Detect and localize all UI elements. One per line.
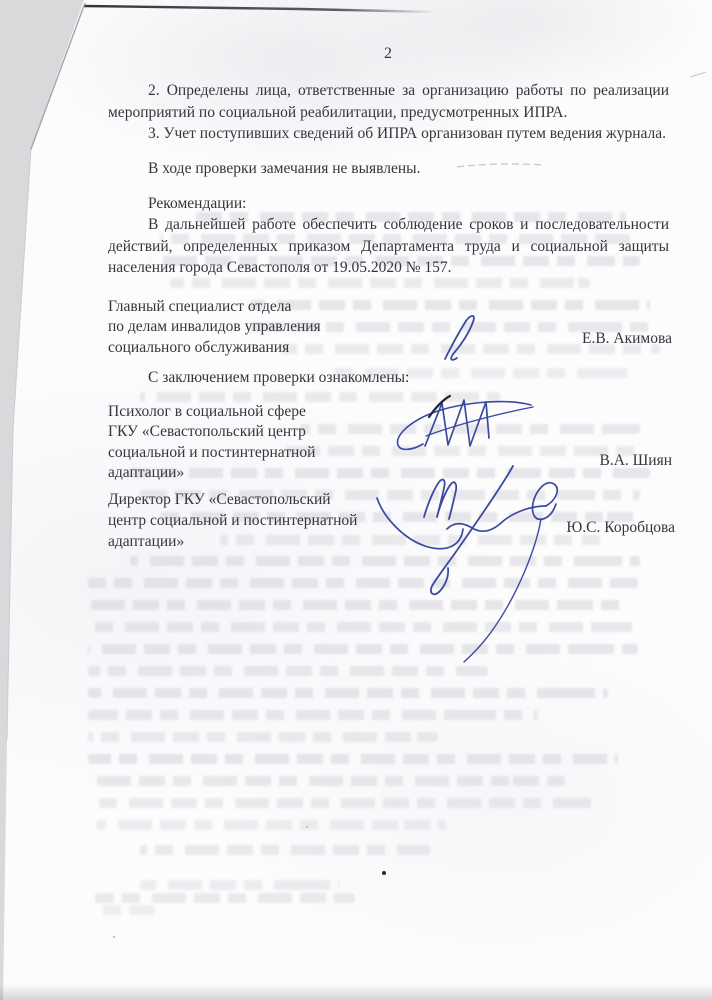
recommendations-heading: Рекомендации:: [148, 195, 247, 212]
signatory-title-line: Психолог в социальной сфере: [108, 403, 306, 420]
paragraph-line: мероприятий по социальной реабилитации, предусмотренных ИПРА.: [108, 103, 568, 121]
page-number: 2: [384, 45, 392, 62]
check-result: [108, 158, 669, 179]
signatory-title-line: адаптации»: [108, 463, 185, 481]
inspector-title-line: по делам инвалидов управления: [108, 318, 321, 336]
signatory-name: В.А. Шиян: [599, 452, 672, 469]
bleedthrough-row: [88, 776, 568, 786]
signatory-title-line: центр социальной и постинтернатной: [108, 512, 358, 529]
acknowledgement-heading: [108, 367, 669, 388]
body-paragraphs: [108, 80, 669, 145]
paragraph-line: 2. Определены лица, ответственные за организацию работы по реализации: [148, 82, 669, 99]
bleedthrough-row: [88, 666, 488, 676]
signatory-title: [108, 402, 428, 483]
bleedthrough-row: [88, 600, 628, 610]
bleedthrough-row: [88, 578, 638, 588]
inspector-title-line: социального обслуживания: [108, 338, 290, 356]
bleedthrough-row: [88, 688, 608, 698]
bleedthrough-row: [130, 556, 640, 566]
bleedthrough-row: [140, 845, 430, 855]
bleedthrough-row: [95, 893, 355, 903]
acknowledgement-heading-text: С заключением проверки ознакомлены:: [148, 369, 410, 386]
paragraph-line: 3. Учет поступивших сведений об ИПРА организован путем ведения журнала.: [148, 125, 667, 142]
bleedthrough-row: [88, 710, 538, 720]
bleedthrough-row: [88, 644, 638, 654]
paragraph-line: В ходе проверки замечания не выявлены.: [148, 160, 421, 177]
signatory-title-line: социальной и постинтернатной: [108, 443, 316, 461]
bleedthrough-row: [88, 732, 438, 742]
signatory-title-line: Директор ГКУ «Севастопольский: [108, 491, 331, 508]
paragraph-line: В дальнейшей работе обеспечить соблюдение сроков и последовательности: [148, 216, 669, 234]
recommendations: [108, 193, 669, 278]
bleedthrough-row: [96, 798, 596, 808]
bottom-scan-shadow: [0, 984, 712, 1000]
inspector-title-line: Главный специалист отдела: [108, 298, 292, 315]
bleedthrough-row: [140, 392, 500, 402]
inspector-name: Е.В. Акимова: [581, 330, 672, 347]
inspector-title: [108, 297, 428, 358]
bleedthrough-row: [95, 905, 155, 915]
paragraph-line: населения города Севастополя от 19.05.2020 № 157.: [108, 258, 452, 276]
bleedthrough-row: [140, 880, 340, 890]
bleedthrough-row: [170, 278, 590, 288]
signatory-name: Ю.С. Коробцова: [566, 519, 675, 536]
signatory-title-line: адаптации»: [108, 533, 185, 550]
bleedthrough-row: [96, 820, 446, 830]
paragraph-line: действий, определенных приказом Департамента труда и социальной защиты: [108, 237, 669, 255]
signatory-title: [108, 489, 448, 552]
bleedthrough-row: [88, 754, 618, 764]
bleedthrough-row: [88, 622, 633, 632]
signatory-title-line: ГКУ «Севастопольский центр: [108, 423, 306, 441]
